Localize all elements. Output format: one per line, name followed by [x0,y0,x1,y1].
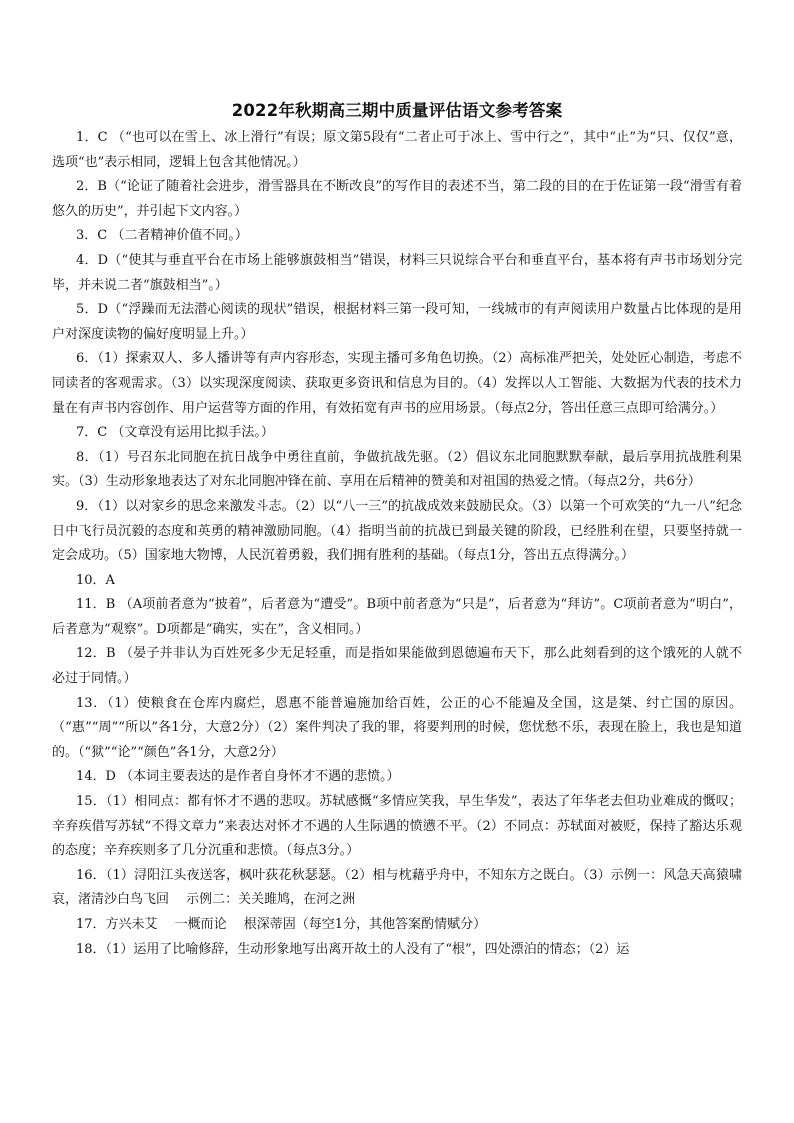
answer-item-10: 10．A [76,572,115,588]
answer-item-1: 1．C （“也可以在雪上、冰上滑行”有误；原文第5段有“二者止可于冰上、雪中行之”，其中“止”为“只、仅仅”意，选项“也”表示相同，逻辑上包含其他情况。） [52,130,742,170]
answer-item-3: 3．C （二者精神价值不同。） [76,228,248,244]
answer-item-17: 17．方兴未艾 一概而论 根深蒂固（每空1分，其他答案酌情赋分） [76,917,487,932]
document-title: 2022年秋期高三期中质量评估语文参考答案 [231,101,563,120]
answer-item-7: 7．C （文章没有运用比拟手法。） [76,425,274,441]
answer-item-8: 8．（1）号召东北同胞在抗日战争中勇往直前，争做抗战先驱。（2）倡议东北同胞默默奉献，最后享用抗战胜利果实。（3）生动形象地表达了对东北同胞冲锋在前、享用在后精神的赞美和对祖国的热爱之情。（每点2分，共6分） [52,449,742,490]
answer-item-12: 12．B （晏子并非认为百姓死多少无足轻重，而是指如果能做到恩德遍布天下，那么此刻看到的这个饿死的人就不必过于同情。） [52,646,742,687]
answer-list [52,126,742,962]
answer-item-13: 13．（1）使粮食在仓库内腐烂，恩惠不能普遍施加给百姓，公正的心不能遍及全国，这是桀、纣亡国的原因。（“惠”“周”“所以”各1分，大意2分）（2）案件判决了我的罪，将要判刑的时候，您忧愁不乐，表现在脸上，我也是知道的。（“狱”“论”“颜色”各1分，大意2分） [52,695,742,760]
answer-item-15: 15．（1）相同点：都有怀才不遇的悲叹。苏轼感慨“多情应笑我，早生华发”，表达了年华老去但功业难成的慨叹；辛弃疾借写苏轼“不得文章力”来表达对怀才不遇的人生际遇的愤懑不平。（2）不同点：苏轼面对被贬，保持了豁达乐观的态度；辛弃疾则多了几分沉重和悲愤。（每点3分。） [52,794,742,859]
answer-item-5: 5．D（“浮躁而无法潜心阅读的现状”错误，根据材料三第一段可知，一线城市的有声阅读用户数量占比体现的是用户对深度读物的偏好度明显上升。） [52,302,742,342]
answer-item-2: 2．B（“论证了随着社会进步，滑雪器具在不断改良”的写作目的表述不当，第二段的目的在于佐证第一段“滑雪有着悠久的历史”，并引起下文内容。） [52,179,742,219]
answer-item-11: 11．B （A项前者意为“披着”，后者意为“遭受”。B项中前者意为“只是”，后者意为“拜访”。C项前者意为“明白”，后者意为“观察”。D项都是“确实，实在”，含义相同。） [52,597,742,637]
answer-item-16: 16．（1）浔阳江头夜送客，枫叶荻花秋瑟瑟。（2）相与枕藉乎舟中，不知东方之既白。（3）示例一：风急天高猿啸哀，渚清沙白鸟飞回 示例二：关关雎鸠，在河之洲 [52,867,742,908]
answer-item-6: 6．（1）探索双人、多人播讲等有声内容形态，实现主播可多角色切换。（2）高标准严把关，处处匠心制造，考虑不同读者的客观需求。（3）以实现深度阅读、获取更多资讯和信息为目的。（4）发挥以人工智能、大数据为代表的技术力量在有声书内容创作、用户运营等方面的作用，有效拓宽有声书的应用场景。（每点2分，答出任意三点即可给满分。） [52,351,742,416]
answer-item-4: 4．D（“使其与垂直平台在市场上能够旗鼓相当”错误，材料三只说综合平台和垂直平台，基本将有声书市场划分完毕，并未说二者“旗鼓相当”。） [52,252,742,293]
answer-item-14: 14．D （本词主要表达的是作者自身怀才不遇的悲愤。） [76,769,400,785]
answer-item-9: 9．（1）以对家乡的思念来激发斗志。（2）以“八一三”的抗战成效来鼓励民众。（3）以第一个可欢笑的“九一八”纪念日中飞行员沉毅的态度和英勇的精神激励同胞。（4）指明当前的抗战已到最关键的阶段，已经胜利在望，只要坚持就一定会成功。（5）国家地大物博，人民沉着勇毅，我们拥有胜利的基础。（每点1分，答出五点得满分。） [52,498,742,564]
answer-item-18: 18．（1）运用了比喻修辞，生动形象地写出离开故土的人没有了“根”，四处漂泊的情态；（2）运 [76,941,630,957]
